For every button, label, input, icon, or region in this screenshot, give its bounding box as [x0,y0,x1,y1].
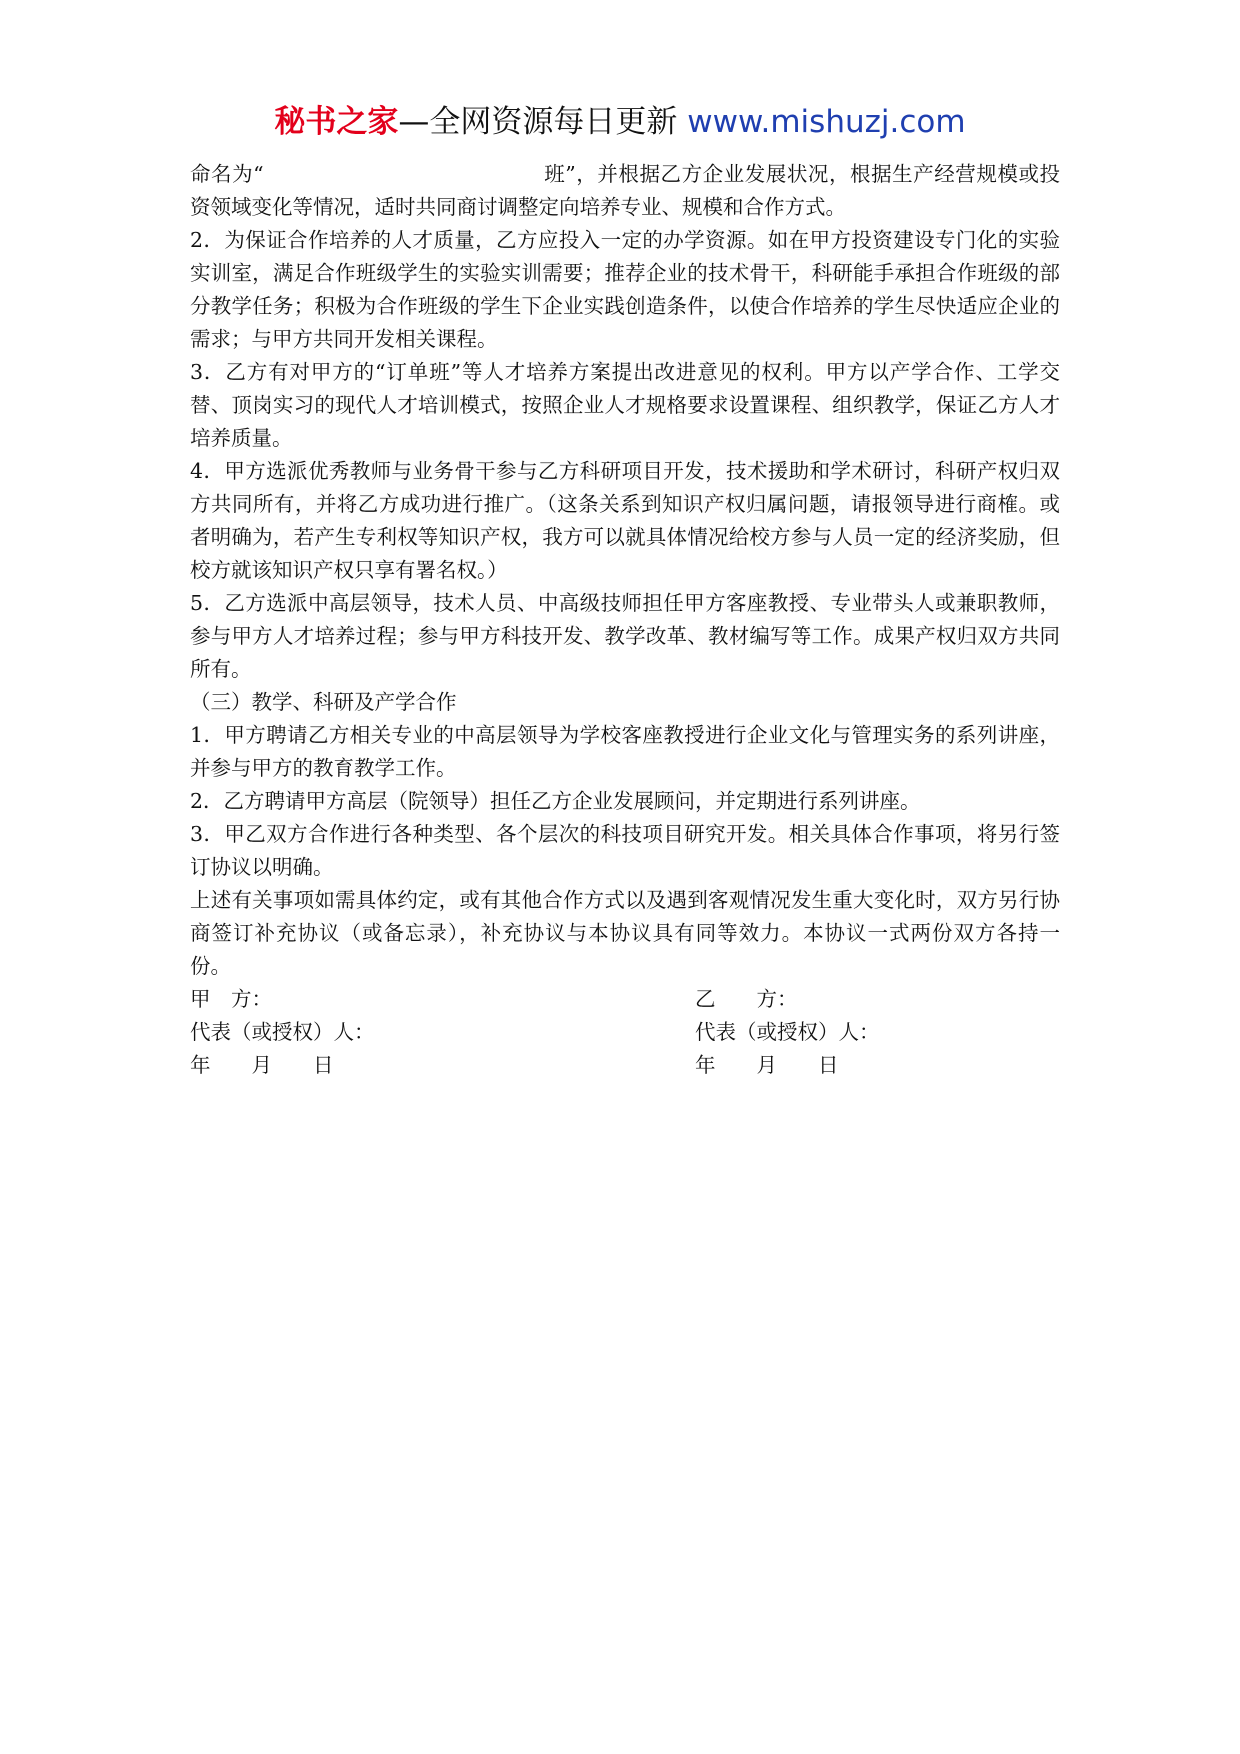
paragraph-closing: 上述有关事项如需具体约定，或有其他合作方式以及遇到客观情况发生重大变化时，双方另行协商签订补充协议（或备忘录），补充协议与本协议具有同等效力。本协议一式两份双方各持一份。 [190,888,1060,978]
section-heading-teaching: （三）教学、科研及产学合作 [190,690,457,714]
brand-name: 秘书之家 [274,104,399,140]
party-b-date: 年 月 日 [695,1053,839,1077]
site-url-link[interactable]: www.mishuzj.com [687,104,966,140]
paragraph-section3-item-1: 1．甲方聘请乙方相关专业的中高层领导为学校客座教授进行企业文化与管理实务的系列讲座，并参与甲方的教育教学工作。 [190,723,1060,780]
party-a-representative-label: 代表（或授权）人： [190,1020,375,1044]
party-a-label: 甲 方： [190,987,272,1011]
paragraph-class-naming-start: 命名为“ [190,162,264,186]
signature-date-row [190,1049,1060,1082]
party-a-date: 年 月 日 [190,1053,334,1077]
paragraph-class-naming [190,158,1060,224]
party-b-label: 乙 方： [695,987,798,1011]
agreement-body [190,158,1060,1082]
paragraph-class-naming-rest: 班”，并根据乙方企业发展状况，根据生产经营规模或投资领域变化等情况，适时共同商讨调整定向培养专业、规模和合作方式。 [190,162,1061,219]
party-b-representative-label: 代表（或授权）人： [695,1020,880,1044]
paragraph-section3-item-2: 2．乙方聘请甲方高层（院领导）担任乙方企业发展顾问，并定期进行系列讲座。 [190,789,921,813]
paragraph-item-3-suggestions: 3．乙方有对甲方的“订单班”等人才培养方案提出改进意见的权利。甲方以产学合作、工学交替、顶岗实习的现代人才培训模式，按照企业人才规格要求设置课程、组织教学，保证乙方人才培养质量。 [190,360,1060,450]
page-header [0,100,1240,144]
paragraph-item-4-research: 4．甲方选派优秀教师与业务骨干参与乙方科研项目开发，技术援助和学术研讨，科研产权归双方共同所有，并将乙方成功进行推广。（这条关系到知识产权归属问题，请报领导进行商榷。或者明确为，若产生专利权等知识产权，我方可以就具体情况给校方参与人员一定的经济奖励，但校方就该知识产权只享有署名权。） [190,459,1060,582]
signature-representative-row [190,1016,1060,1049]
paragraph-item-5-staff: 5．乙方选派中高层领导，技术人员、中高级技师担任甲方客座教授、专业带头人或兼职教师，参与甲方人才培养过程；参与甲方科技开发、教学改革、教材编写等工作。成果产权归双方共同所有。 [190,591,1060,681]
paragraph-item-2-resources: 2．为保证合作培养的人才质量，乙方应投入一定的办学资源。如在甲方投资建设专门化的实验实训室，满足合作班级学生的实验实训需要；推荐企业的技术骨干，科研能手承担合作班级的部分教学任务；积极为合作班级的学生下企业实践创造条件，以使合作培养的学生尽快适应企业的需求；与甲方共同开发相关课程。 [190,228,1060,351]
signature-party-row [190,983,1060,1016]
paragraph-section3-item-3: 3．甲乙双方合作进行各种类型、各个层次的科技项目研究开发。相关具体合作事项，将另行签订协议以明确。 [190,822,1060,879]
header-slogan: —全网资源每日更新 [398,104,688,140]
